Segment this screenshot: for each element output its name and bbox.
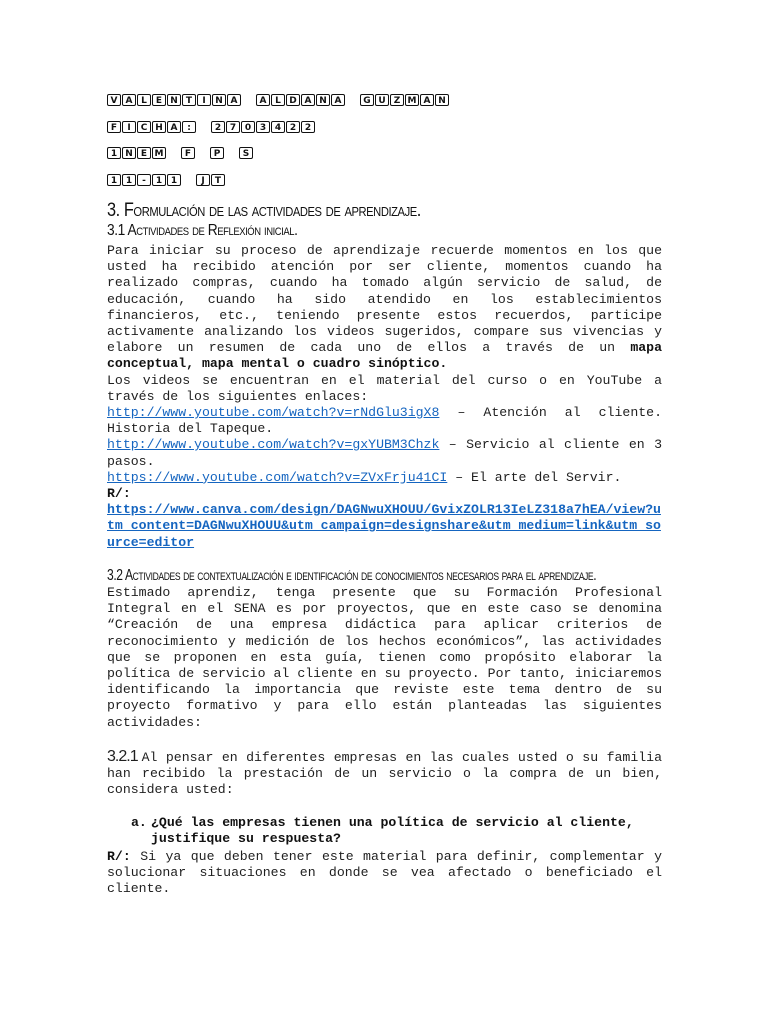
header-letter: T — [211, 174, 225, 186]
video-link-1[interactable]: http://www.youtube.com/watch?v=rNdGlu3igX8 — [107, 405, 440, 421]
header-word — [107, 121, 197, 133]
header-word — [107, 94, 242, 106]
header-word — [256, 94, 346, 106]
header-letter: E — [137, 147, 151, 159]
header-letter: 1 — [107, 147, 121, 159]
header-letter: 2 — [301, 121, 315, 133]
header-word — [211, 121, 316, 133]
section-3-title: 3. Formulación de las actividades de aprendizaje. — [107, 200, 421, 221]
header-letter: J — [196, 174, 210, 186]
header-letter: A — [331, 94, 345, 106]
header-line-4 — [107, 174, 240, 186]
header-letter: A — [420, 94, 434, 106]
header-line-3 — [107, 147, 268, 159]
section-3-2-title: 3.2 Actividades de contextualización e identificación de conocimientos necesarios para el aprendizaje. — [107, 567, 597, 584]
header-letter: P — [210, 147, 224, 159]
header-letter: 3 — [256, 121, 270, 133]
video-desc-1: – Atención al cliente. Historia del Tapeque. — [107, 405, 662, 437]
header-letter: - — [137, 174, 151, 186]
video-link-2[interactable]: http://www.youtube.com/watch?v=gxYUBM3Chzk — [107, 437, 440, 453]
header-letter: G — [360, 94, 374, 106]
header-letter: : — [182, 121, 196, 133]
header-letter: I — [197, 94, 211, 106]
header-letter: A — [227, 94, 241, 106]
header-letter: Z — [390, 94, 404, 106]
header-letter: 1 — [107, 174, 121, 186]
header-letter: 4 — [271, 121, 285, 133]
videos-intro: Los videos se encuentran en el material del curso o en YouTube a través de los siguientes enlaces: — [107, 372, 662, 404]
intro-bold-text: mapa conceptual, mapa mental o cuadro sinóptico. — [107, 340, 662, 372]
header-letter: L — [137, 94, 151, 106]
header-letter: N — [122, 147, 136, 159]
header-letter: 0 — [241, 121, 255, 133]
header-word — [196, 174, 226, 186]
video-desc-3: – El arte del Servir. — [447, 469, 622, 485]
video-desc-2: – Servicio al cliente en 3 pasos. — [107, 437, 662, 469]
header-letter: A — [256, 94, 270, 106]
canva-answer-link[interactable]: https://www.canva.com/design/DAGNwuXHOUU/GvixZOLR13IeLZ318a7hEA/view?utm_content=DAGNwuXHOUU&utm_campaign=designshare&utm_medium=link&utm_source=editor — [107, 502, 661, 550]
intro-paragraph: Para iniciar su proceso de aprendizaje recuerde momentos en los que usted ha recibido atención por ser cliente, momentos cuando ha realizado compras, cuando ha tomado algún servicio de salud, de educación, cuando ha sido atendido en los establecimientos financieros, etc., teniendo presente estos recuerdos, participe activamente analizando los videos sugeridos, compare sus vivencias y elabore un resumen de cada uno de ellos a través de un mapa conceptual, mapa mental o cuadro sinóptico. Los videos se encuentran en el material del curso o en YouTube a través de los siguientes enlaces: http://www.youtube.com/watch?v=rNdGlu3igX8 – Atención al cliente. Historia del Tapeque. http://www.youtube.com/watch?v=gxYUBM3Chzk – Servicio al cliente en 3 pasos. https://www.youtube.com/watch?v=ZVxFrju41CI – El arte del Servir. R/: https://www.canva.com/design/DAGNwuXHOUU/GvixZOLR13IeLZ318a7hEA/view?utm_content=DAGNwuXHOUU&utm_campaign=designshare&utm_medium=link&utm_source=editor — [107, 243, 662, 550]
header-letter: E — [152, 94, 166, 106]
header-word — [239, 147, 254, 159]
header-line-2 — [107, 121, 330, 133]
header-letter: M — [405, 94, 419, 106]
header-letter: N — [316, 94, 330, 106]
video-link-3[interactable]: https://www.youtube.com/watch?v=ZVxFrju41CI — [107, 469, 448, 485]
header-word — [210, 147, 225, 159]
header-line-1 — [107, 94, 464, 106]
header-word — [107, 147, 167, 159]
question-index: a. — [131, 815, 147, 830]
header-letter: I — [122, 121, 136, 133]
header-letter: S — [239, 147, 253, 159]
header-letter: 1 — [167, 174, 181, 186]
question-a: a. ¿Qué las empresas tienen una política de servicio al cliente, justifique su respuesta? — [131, 815, 634, 847]
header-letter: F — [181, 147, 195, 159]
header-letter: 2 — [286, 121, 300, 133]
section-3-2-paragraph: Estimado aprendiz, tenga presente que su Formación Profesional Integral en el SENA es por proyectos, que en este caso se denomina “Creación de una empresa didáctica para aplicar criterios de reconocimiento y medición de los hechos económicos”, las actividades que se proponen en esta guía, tienen como propósito elaborar la política de servicio al cliente en su proyecto. Por tanto, iniciaremos identificando la importancia que reviste este tema dentro de su proyecto formativo y para ello están planteadas las siguientes actividades: — [107, 585, 662, 730]
header-letter: 7 — [226, 121, 240, 133]
header-letter: N — [212, 94, 226, 106]
header-letter: A — [167, 121, 181, 133]
header-letter: 2 — [211, 121, 225, 133]
header-letter: H — [152, 121, 166, 133]
section-3-1-title: 3.1 Actividades de Reflexión inicial. — [107, 222, 298, 239]
header-letter: U — [375, 94, 389, 106]
header-letter: M — [152, 147, 166, 159]
answer-label: R/: — [107, 486, 131, 502]
header-letter: A — [301, 94, 315, 106]
question-a-answer: R/: Si ya que deben tener este material para definir, complementar y solucionar situaciones en donde se vea afectado o beneficiado el cliente. — [107, 849, 662, 897]
header-letter: N — [435, 94, 449, 106]
header-word — [181, 147, 196, 159]
header-letter: T — [182, 94, 196, 106]
header-word — [107, 174, 182, 186]
header-word — [360, 94, 450, 106]
header-letter: L — [271, 94, 285, 106]
header-letter: 1 — [122, 174, 136, 186]
header-letter: A — [122, 94, 136, 106]
section-3-2-1-paragraph: 3.2.1 Al pensar en diferentes empresas en las cuales usted o su familia han recibido la prestación de un servicio o la compra de un bien, considera usted: — [107, 748, 662, 798]
header-letter: D — [286, 94, 300, 106]
header-letter: 1 — [152, 174, 166, 186]
header-letter: N — [167, 94, 181, 106]
header-letter: V — [107, 94, 121, 106]
header-letter: C — [137, 121, 151, 133]
header-letter: F — [107, 121, 121, 133]
answer-2-label: R/: — [107, 849, 131, 864]
section-3-2-1-number: 3.2.1 — [107, 748, 138, 765]
